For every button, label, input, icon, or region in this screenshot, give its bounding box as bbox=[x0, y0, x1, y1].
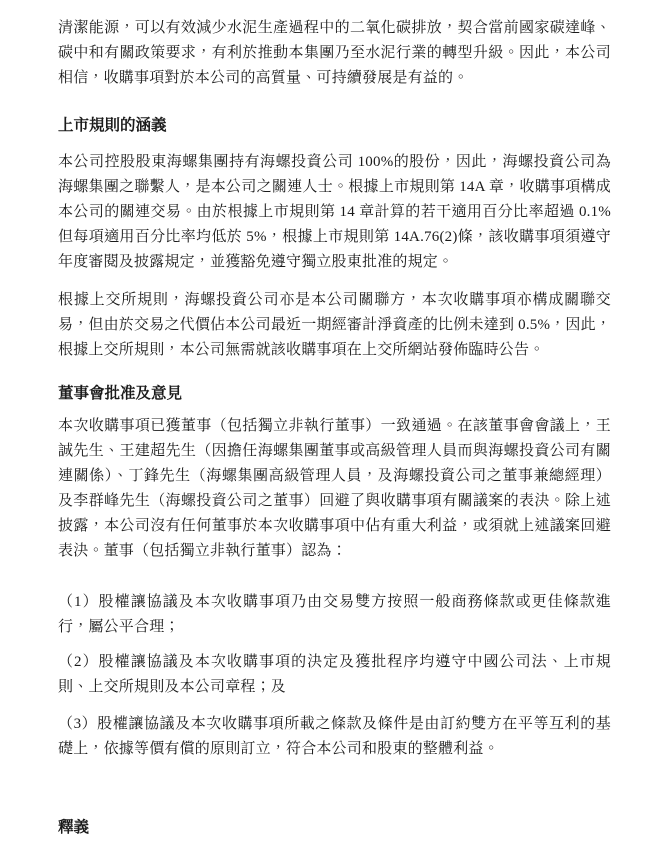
board-approval-paragraph: 本次收購事項已獲董事（包括獨立非執行董事）一致通過。在該董事會會議上，王誠先生、王建超先生（因擔任海螺集團董事或高級管理人員而與海螺投資公司有關連關係）、丁鋒先生（海螺集團高級管理人員，及海螺投資公司之董事兼總經理）及李群峰先生（海螺投資公司之董事）回避了與收購事項有關議案的表決。除上述披露，本公司沒有任何董事於本次收購事項中佔有重大利益，或須就上述議案回避表決。董事（包括獨立非執行董事）認為： bbox=[58, 418, 611, 559]
intro-paragraph: 清潔能源，可以有效減少水泥生產過程中的二氧化碳排放，契合當前國家碳達峰、碳中和有關政策要求，有利於推動本集團乃至水泥行業的轉型升級。因此，本公司相信，收購事項對於本公司的高質量、可持續發展是有益的。 bbox=[58, 20, 611, 86]
listing-rules-paragraph-1: 本公司控股股東海螺集團持有海螺投資公司 100%的股份，因此，海螺投資公司為海螺集團之聯繫人，是本公司之關連人士。根據上市規則第 14A 章，收購事項構成本公司的關連交易。由於根據上市規則第 14 章計算的若干適用百分比率超過 0.1%但每項適用百分比率均低於 5%，根據上市規則第 14A.76(2)條，該收購事項須遵守年度審閱及披露規定，並獲豁免遵守獨立股東批准的規定。 bbox=[58, 154, 611, 270]
board-opinion-item-3: （3）股權讓協議及本次收購事項所載之條款及條件是由訂約雙方在平等互利的基礎上，依據等價有償的原則訂立，符合本公司和股東的整體利益。 bbox=[58, 716, 611, 757]
section-heading-listing-rules: 上市規則的涵義 bbox=[58, 117, 167, 134]
board-opinion-item-1: （1）股權讓協議及本次收購事項乃由交易雙方按照一般商務條款或更佳條款進行，屬公平合理； bbox=[58, 594, 611, 635]
section-heading-definitions: 釋義 bbox=[58, 819, 90, 836]
board-opinion-item-2: （2）股權讓協議及本次收購事項的決定及獲批程序均遵守中國公司法、上市規則、上交所規則及本公司章程；及 bbox=[58, 654, 611, 695]
section-heading-board-approval: 董事會批准及意見 bbox=[58, 385, 183, 402]
listing-rules-paragraph-2: 根據上交所規則，海螺投資公司亦是本公司關聯方，本次收購事項亦構成關聯交易，但由於交易之代價佔本公司最近一期經審計淨資產的比例未達到 0.5%，因此，根據上交所規則，本公司無需就該收購事項在上交所網站發佈臨時公告。 bbox=[58, 292, 611, 358]
